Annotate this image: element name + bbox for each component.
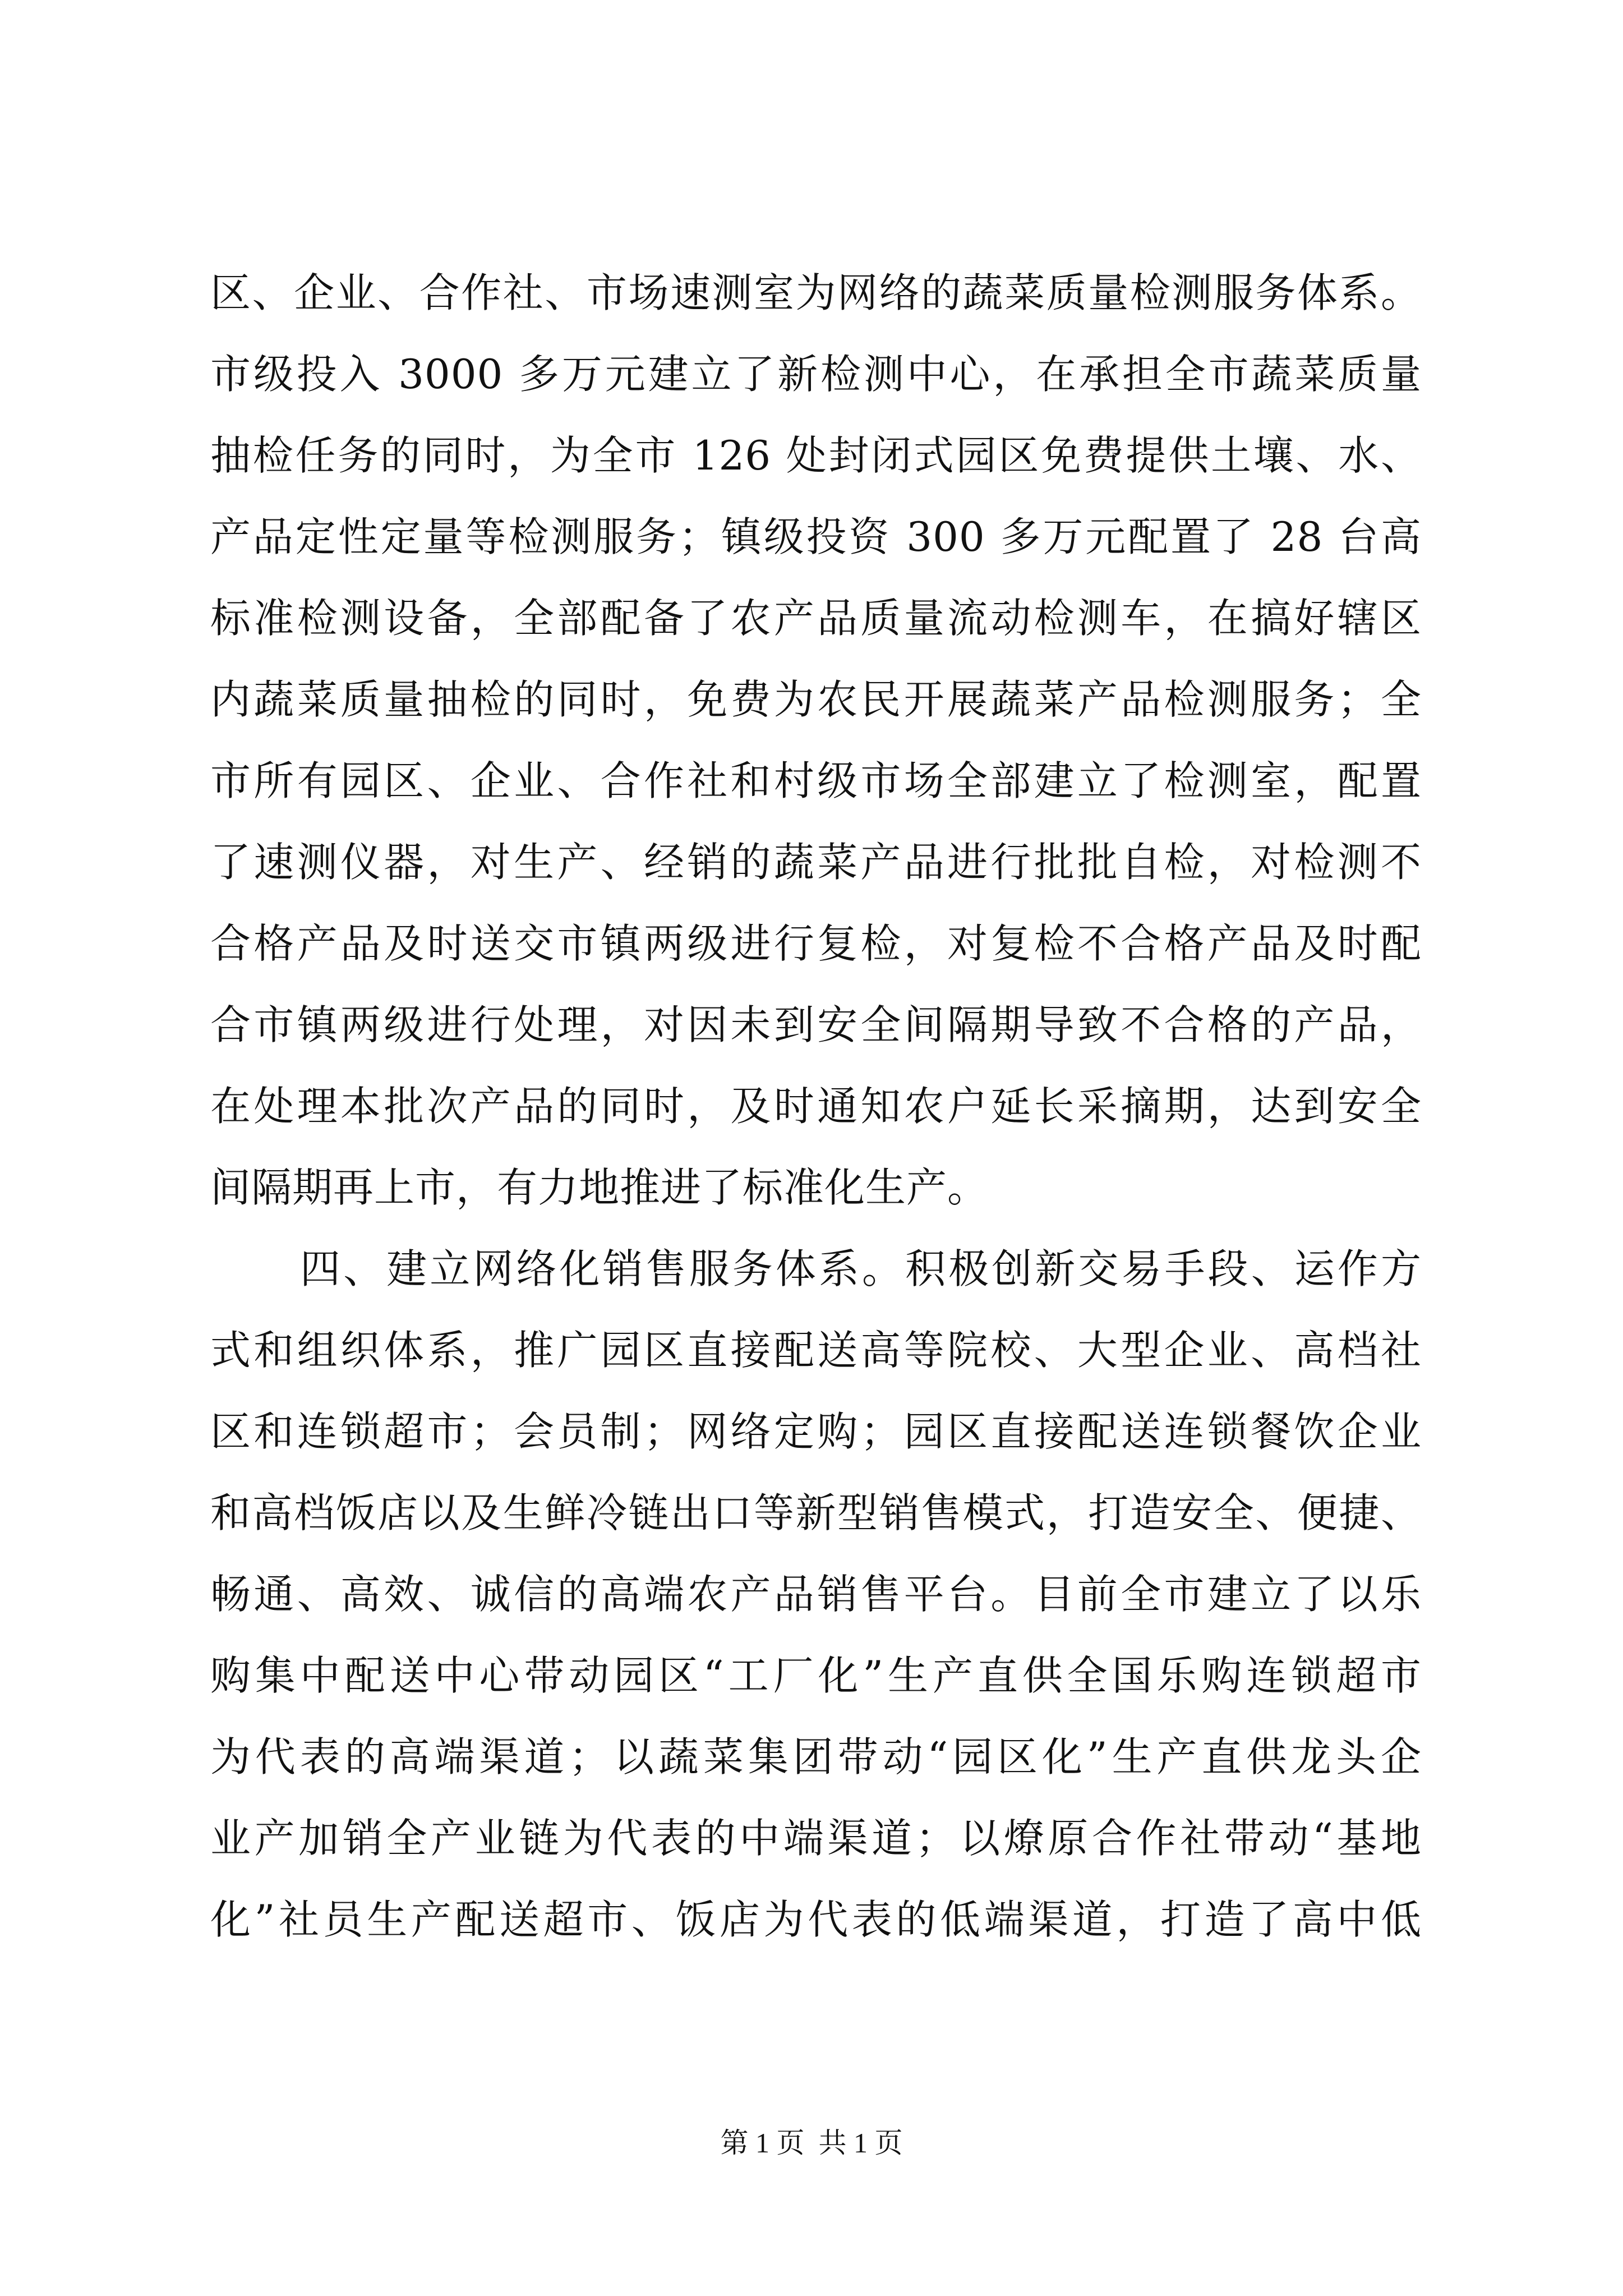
text-line: 式和组织体系，推广园区直接配送高等院校、大型企业、高档社 bbox=[210, 1327, 1422, 1374]
body-text bbox=[210, 252, 1422, 1961]
text-line: 畅通、高效、诚信的高端农产品销售平台。目前全市建立了以乐 bbox=[210, 1571, 1422, 1618]
text-line: 市级投入 3000 多万元建立了新检测中心，在承担全市蔬菜质量 bbox=[210, 351, 1422, 398]
text-line: 业产加销全产业链为代表的中端渠道；以燎原合作社带动“基地 bbox=[210, 1815, 1422, 1862]
text-line: 市所有园区、企业、合作社和村级市场全部建立了检测室，配置 bbox=[210, 757, 1422, 804]
text-line: 合市镇两级进行处理，对因未到安全间隔期导致不合格的产品， bbox=[210, 1001, 1422, 1048]
page-footer: 第 1 页 共 1 页 bbox=[720, 2127, 903, 2159]
text-line: 产品定性定量等检测服务；镇级投资 300 多万元配置了 28 台高 bbox=[210, 513, 1422, 560]
text-line: 合格产品及时送交市镇两级进行复检，对复检不合格产品及时配 bbox=[210, 920, 1422, 967]
text-line: 在处理本批次产品的同时，及时通知农户延长采摘期，达到安全 bbox=[210, 1083, 1422, 1130]
text-line: 抽检任务的同时，为全市 126 处封闭式园区免费提供土壤、水、 bbox=[210, 432, 1422, 479]
text-line: 购集中配送中心带动园区“工厂化”生产直供全国乐购连锁超市 bbox=[210, 1652, 1422, 1699]
text-line: 间隔期再上市，有力地推进了标准化生产。 bbox=[210, 1164, 989, 1211]
text-line: 标准检测设备，全部配备了农产品质量流动检测车，在搞好辖区 bbox=[210, 595, 1422, 642]
text-line: 区和连锁超市；会员制；网络定购；园区直接配送连锁餐饮企业 bbox=[210, 1408, 1422, 1455]
text-line: 了速测仪器，对生产、经销的蔬菜产品进行批批自检，对检测不 bbox=[210, 839, 1422, 886]
text-line: 和高档饭店以及生鲜冷链出口等新型销售模式，打造安全、便捷、 bbox=[210, 1489, 1422, 1536]
text-line: 化”社员生产配送超市、饭店为代表的低端渠道，打造了高中低 bbox=[210, 1896, 1422, 1943]
text-line: 为代表的高端渠道；以蔬菜集团带动“园区化”生产直供龙头企 bbox=[210, 1733, 1422, 1780]
text-line: 区、企业、合作社、市场速测室为网络的蔬菜质量检测服务体系。 bbox=[210, 269, 1422, 316]
section-heading-line: 四、建立网络化销售服务体系。积极创新交易手段、运作方 bbox=[300, 1245, 1422, 1292]
text-line: 内蔬菜质量抽检的同时，免费为农民开展蔬菜产品检测服务；全 bbox=[210, 676, 1422, 723]
